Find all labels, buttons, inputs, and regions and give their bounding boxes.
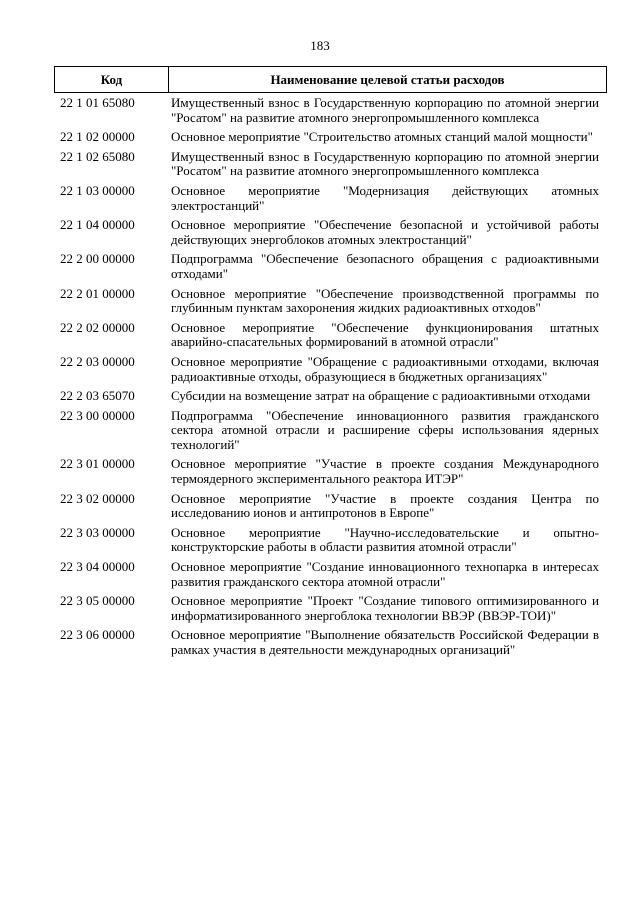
table-header (54, 66, 607, 93)
row-code: 22 2 02 00000 (60, 319, 135, 335)
table-row (54, 409, 607, 453)
row-code: 22 1 04 00000 (60, 217, 135, 233)
row-name: Имущественный взнос в Государственную корпорацию по атомной энергии "Росатом" на развитие атомного энергопромышленного комплекса (171, 148, 599, 179)
table-row (54, 287, 607, 316)
row-name: Основное мероприятие "Модернизация действующих атомных электростанций" (171, 182, 599, 213)
row-code: 22 1 02 65080 (60, 148, 135, 164)
table-row (54, 594, 607, 623)
row-name: Основное мероприятие "Обеспечение производственной программы по глубинным пунктам захоронения жидких радиоактивных отходов" (171, 285, 599, 316)
table-row (54, 130, 607, 145)
row-name: Основное мероприятие "Обращение с радиоактивными отходами, включая радиоактивные отходы, образующиеся в бюджетных организациях" (171, 353, 599, 384)
page-number: 183 (310, 38, 330, 53)
row-code: 22 3 06 00000 (60, 627, 135, 643)
row-code: 22 2 03 00000 (60, 353, 135, 369)
row-code: 22 3 01 00000 (60, 456, 135, 472)
table-row (54, 457, 607, 486)
row-name: Имущественный взнос в Государственную корпорацию по атомной энергии "Росатом" на развитие атомного энергопромышленного комплекса (171, 95, 599, 125)
table-body (54, 96, 607, 663)
table-row (54, 628, 607, 657)
row-code: 22 2 03 65070 (60, 388, 135, 404)
row-code: 22 3 04 00000 (60, 559, 135, 575)
row-name: Основное мероприятие "Участие в проекте создания Центра по исследованию ионов и антипротонов в Европе" (171, 490, 599, 521)
row-code: 22 3 05 00000 (60, 593, 135, 609)
row-code: 22 2 00 00000 (60, 251, 135, 267)
row-code: 22 1 02 00000 (60, 129, 135, 145)
table-row (54, 389, 607, 404)
row-code: 22 3 02 00000 (60, 490, 135, 506)
row-name: Подпрограмма "Обеспечение безопасного обращения с радиоактивными отходами" (171, 251, 599, 281)
table-row (54, 96, 607, 125)
row-name: Подпрограмма "Обеспечение инновационного развития гражданского сектора атомной отрасли и расширение сферы использования ядерных технологий" (171, 407, 599, 452)
table-row (54, 321, 607, 350)
table-row (54, 526, 607, 555)
table-row (54, 492, 607, 521)
row-code: 22 3 00 00000 (60, 407, 135, 423)
row-name: Основное мероприятие "Обеспечение функционирования штатных аварийно-спасательных формирований в атомной отрасли" (171, 319, 599, 350)
row-name: Субсидии на возмещение затрат на обращение с радиоактивными отходами (171, 388, 591, 404)
table-row (54, 355, 607, 384)
table-row (54, 218, 607, 247)
row-code: 22 1 01 65080 (60, 95, 135, 110)
row-code: 22 1 03 00000 (60, 182, 135, 198)
row-code: 22 2 01 00000 (60, 285, 135, 301)
table-row (54, 184, 607, 213)
row-name: Основное мероприятие "Проект "Создание типового оптимизированного и информатизированного энергоблока технологии ВВЭР (ВВЭР-ТОИ)" (171, 593, 599, 623)
row-name: Основное мероприятие "Обеспечение безопасной и устойчивой работы действующих энергоблоков атомных электростанций" (171, 217, 599, 247)
row-name: Основное мероприятие "Строительство атомных станций малой мощности" (171, 129, 593, 145)
header-code: Код (55, 67, 169, 92)
header-name: Наименование целевой статьи расходов (270, 72, 505, 87)
row-name: Основное мероприятие "Выполнение обязательств Российской Федерации в рамках участия в деятельности международных организаций" (171, 627, 599, 657)
table-row (54, 150, 607, 179)
row-name: Основное мероприятие "Создание инновационного технопарка в интересах развития гражданского сектора атомной отрасли" (171, 559, 599, 589)
row-name: Основное мероприятие "Научно-исследовательские и опытно-конструкторские работы в области развития атомной отрасли" (171, 524, 599, 555)
table-row (54, 252, 607, 281)
table-row (54, 560, 607, 589)
row-name: Основное мероприятие "Участие в проекте создания Международного термоядерного экспериментального реактора ИТЭР" (171, 456, 599, 487)
row-code: 22 3 03 00000 (60, 524, 135, 540)
